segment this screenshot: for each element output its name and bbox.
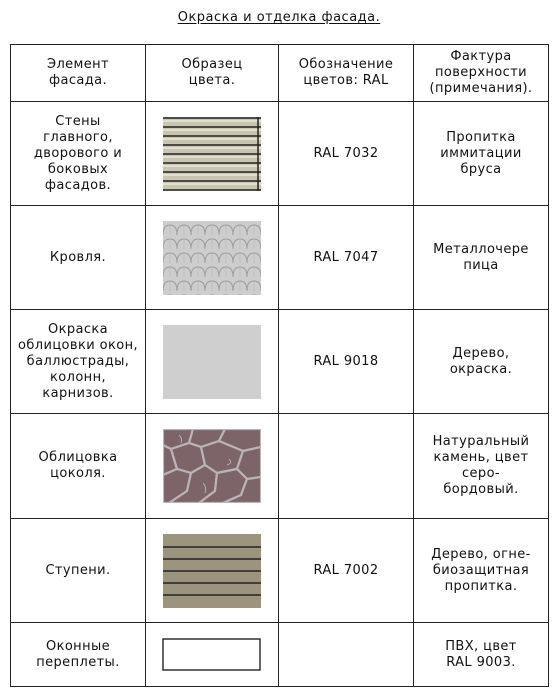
header-sample: Образец цвета. <box>146 45 279 102</box>
swatch-cell <box>146 519 279 623</box>
solid-grey-swatch <box>163 325 261 399</box>
texture-cell: Металлочере пица <box>414 206 549 310</box>
facade-finish-table <box>10 44 549 687</box>
element-cell: Стены главного, дворового и боковых фасадов. <box>11 102 146 206</box>
ral-cell: RAL 7032 <box>279 102 414 206</box>
document-title: Окраска и отделка фасада. <box>177 10 381 25</box>
texture-cell: Натуральный камень, цвет серо- бордовый. <box>414 414 549 519</box>
ral-cell <box>279 623 414 687</box>
metal-tile-swatch <box>163 221 261 295</box>
table-row <box>11 623 549 687</box>
ral-cell: RAL 9018 <box>279 310 414 414</box>
ral-cell: RAL 7047 <box>279 206 414 310</box>
table-header-row <box>11 45 549 102</box>
wood-boards-swatch <box>163 534 261 608</box>
table-row <box>11 310 549 414</box>
texture-cell: Пропитка иммитации бруса <box>414 102 549 206</box>
swatch-cell <box>146 623 279 687</box>
header-texture: Фактура поверхности (примечания). <box>414 45 549 102</box>
header-element: Элемент фасада. <box>11 45 146 102</box>
swatch-cell <box>146 102 279 206</box>
element-cell: Облицовка цоколя. <box>11 414 146 519</box>
table-row <box>11 206 549 310</box>
wood-siding-swatch <box>163 117 261 191</box>
natural-stone-swatch <box>163 429 261 503</box>
table-row <box>11 102 549 206</box>
element-cell: Окраска облицовки окон, баллюстрады, колонн, карнизов. <box>11 310 146 414</box>
texture-cell: Дерево, огне- биозащитная пропитка. <box>414 519 549 623</box>
swatch-cell <box>146 414 279 519</box>
swatch-cell <box>146 310 279 414</box>
table-row <box>11 519 549 623</box>
texture-cell: Дерево, окраска. <box>414 310 549 414</box>
table-row <box>11 414 549 519</box>
ral-cell: RAL 7002 <box>279 519 414 623</box>
element-cell: Оконные переплеты. <box>11 623 146 687</box>
swatch-cell <box>146 206 279 310</box>
element-cell: Кровля. <box>11 206 146 310</box>
header-ral: Обозначение цветов: RAL <box>279 45 414 102</box>
ral-cell <box>279 414 414 519</box>
texture-cell: ПВХ, цвет RAL 9003. <box>414 623 549 687</box>
white-outline-swatch <box>162 638 262 672</box>
element-cell: Ступени. <box>11 519 146 623</box>
